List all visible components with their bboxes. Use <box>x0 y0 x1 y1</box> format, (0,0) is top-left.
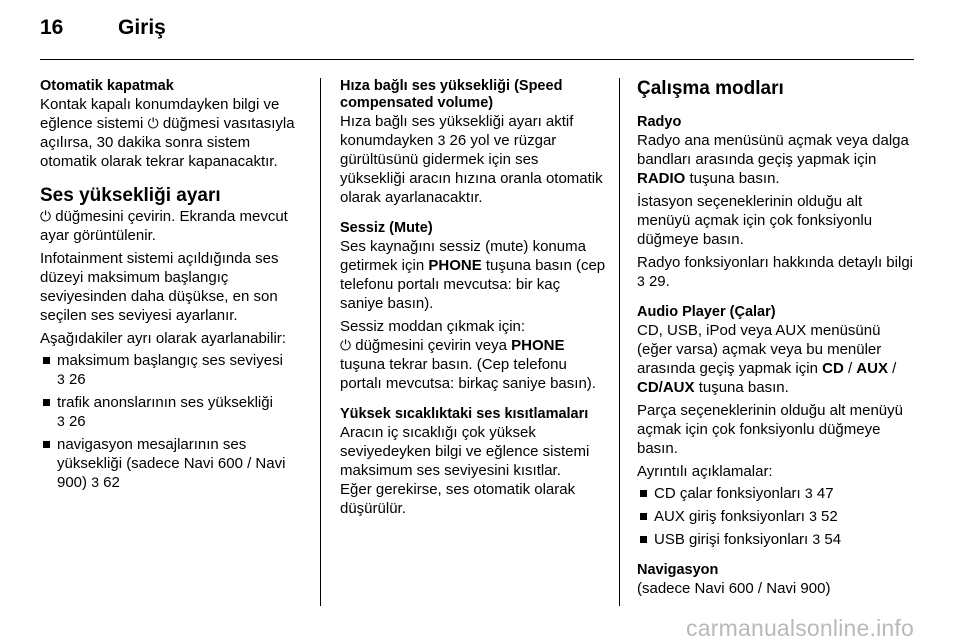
audio-player-heading: Audio Player (Çalar) <box>637 304 776 320</box>
auto-off-text-2: düğmesi vasıtasıyla açılırsa, 30 dakika sonra sistem otomatik olarak tekrar kapanacaktır. <box>40 115 295 170</box>
page-reference[interactable]: 54 <box>824 531 842 548</box>
list-item <box>637 507 915 526</box>
cd-aux-key-label: CD/AUX <box>637 379 695 396</box>
list-item <box>40 393 308 431</box>
bullet-text: AUX giriş fonksiyonları <box>654 508 805 525</box>
phone-key-label: PHONE <box>511 337 565 354</box>
temperature-heading: Yüksek sıcaklıktaki ses kısıtlamaları <box>340 406 589 422</box>
speed-text-2: yol ve rüzgar gürültüsünü gidermek için ses yüksekliği aracın hızına oranla otomatik olarak ayarlanacaktır. <box>340 132 603 206</box>
temperature-paragraph-1: Aracın iç sıcaklığı çok yüksek seviyedeyken bilgi ve eğlence sistemi maksimum ses seviyesini kısıtlar. <box>340 424 590 479</box>
mute-text-2: tuşuna basın (cep telefonu portalı mevcutsa: bir kaç saniye basın). <box>340 257 606 312</box>
page-reference[interactable]: 47 <box>816 485 834 502</box>
column-1 <box>40 78 308 496</box>
radio-paragraph-2: İstasyon seçeneklerinin olduğu alt menüyü açmak için çok fonksiyonlu düğmeye basın. <box>637 193 873 248</box>
page-reference[interactable]: 62 <box>103 474 120 491</box>
page-title: Giriş <box>118 16 166 39</box>
volume-heading: Ses yüksekliği ayarı <box>40 185 221 206</box>
page-reference[interactable]: 26 <box>68 371 86 388</box>
list-item <box>40 435 308 492</box>
power-knob-icon: ⏻ <box>147 115 159 131</box>
page-reference[interactable]: 29. <box>648 273 670 290</box>
volume-text-1: düğmesini çevirin. Ekranda mevcut ayar görüntülenir. <box>40 208 288 244</box>
column-divider-1 <box>320 78 321 606</box>
speed-volume-paragraph <box>340 112 606 207</box>
volume-paragraph-3: Aşağıdakiler ayrı olarak ayarlanabilir: <box>40 330 286 347</box>
auto-off-paragraph <box>40 95 308 171</box>
page-reference[interactable]: 26 <box>449 132 467 149</box>
radio-text-4: Radyo fonksiyonları hakkında detaylı bilgi <box>637 254 913 271</box>
radio-key-label: RADIO <box>637 170 686 187</box>
watermark: carmanualsonline.info <box>686 615 914 641</box>
volume-paragraph-1 <box>40 207 308 245</box>
power-knob-icon: ⏻ <box>340 337 352 353</box>
volume-paragraph-2: Infotainment sistemi açıldığında ses düzeyi maksimum başlangıç seviyesinden daha düşükse, en son seçilen ses seviyesi ayarlanır. <box>40 250 279 324</box>
radio-paragraph-1 <box>637 131 915 188</box>
column-divider-2 <box>619 78 620 606</box>
slash-separator: / <box>892 360 897 377</box>
mute-heading: Sessiz (Mute) <box>340 220 433 236</box>
phone-key-label: PHONE <box>428 257 482 274</box>
unmute-paragraph <box>340 317 606 393</box>
temperature-paragraph-2: Eğer gerekirse, ses otomatik olarak düşürülür. <box>340 481 576 517</box>
page-number: 16 <box>40 16 64 39</box>
volume-bullet-list <box>40 351 308 492</box>
reference-arrow-icon: 3 <box>804 485 813 501</box>
reference-arrow-icon: 3 <box>637 273 645 289</box>
speed-volume-heading: Hıza bağlı ses yüksekliği (Speed compensated volume) <box>340 78 563 111</box>
reference-arrow-icon: 3 <box>57 413 65 429</box>
radio-text-2: tuşuna basın. <box>689 170 780 187</box>
mute-paragraph <box>340 237 606 313</box>
audio-paragraph-3: Ayrıntılı açıklamalar: <box>637 463 773 480</box>
power-knob-icon: ⏻ <box>40 208 52 224</box>
column-3 <box>637 78 915 598</box>
slash-separator: / <box>847 360 853 377</box>
audio-text-2: tuşuna basın. <box>698 379 789 396</box>
page-reference[interactable]: 52 <box>821 508 838 525</box>
auto-off-text-1: Kontak kapalı konumdayken bilgi ve eğlence sistemi <box>40 96 280 132</box>
bullet-text: navigasyon mesajlarının ses yüksekliği (sadece Navi 600 / Navi 900) <box>57 436 286 491</box>
unmute-text-3: tuşuna tekrar basın. (Cep telefonu portalı mevcutsa: birkaç saniye basın). <box>340 356 596 392</box>
column-2 <box>340 78 606 518</box>
unmute-text-2: düğmesini çevirin veya <box>355 337 507 354</box>
aux-key-label: AUX <box>856 360 888 377</box>
list-item <box>637 484 915 503</box>
auto-off-heading: Otomatik kapatmak <box>40 78 174 94</box>
speed-text-1: Hıza bağlı ses yüksekliği ayarı aktif konumdayken <box>340 113 574 149</box>
reference-arrow-icon: 3 <box>91 474 99 490</box>
audio-bullet-list <box>637 484 915 549</box>
mute-text-1: Ses kaynağını sessiz (mute) konuma getirmek için <box>340 238 586 274</box>
audio-text-1: CD, USB, iPod veya AUX menüsünü (eğer varsa) açmak veya bu menüler arasında geçiş yapmak için <box>637 322 882 377</box>
reference-arrow-icon: 3 <box>57 371 65 387</box>
cd-key-label: CD <box>822 360 844 377</box>
radio-text-1: Radyo ana menüsünü açmak veya dalga bandları arasında geçiş yapmak için <box>637 132 909 168</box>
audio-paragraph-2: Parça seçeneklerinin olduğu alt menüyü açmak için çok fonksiyonlu düğmeye basın. <box>637 402 903 457</box>
bullet-text: USB girişi fonksiyonları <box>654 531 809 548</box>
bullet-text: maksimum başlangıç ses seviyesi <box>57 352 283 369</box>
list-item <box>637 530 915 549</box>
bullet-text: trafik anonslarının ses yüksekliği <box>57 394 273 411</box>
operating-modes-heading: Çalışma modları <box>637 78 784 99</box>
header-rule <box>40 59 914 60</box>
navigation-paragraph: (sadece Navi 600 / Navi 900) <box>637 580 831 597</box>
navigation-heading: Navigasyon <box>637 562 719 578</box>
list-item <box>40 351 308 389</box>
radio-heading: Radyo <box>637 114 682 130</box>
reference-arrow-icon: 3 <box>437 132 446 148</box>
unmute-text-1: Sessiz moddan çıkmak için: <box>340 318 526 335</box>
audio-paragraph-1 <box>637 321 915 397</box>
radio-paragraph-3 <box>637 253 915 291</box>
page-reference[interactable]: 26 <box>68 413 86 430</box>
reference-arrow-icon: 3 <box>809 508 817 524</box>
bullet-text: CD çalar fonksiyonları <box>654 485 801 502</box>
reference-arrow-icon: 3 <box>812 531 821 547</box>
